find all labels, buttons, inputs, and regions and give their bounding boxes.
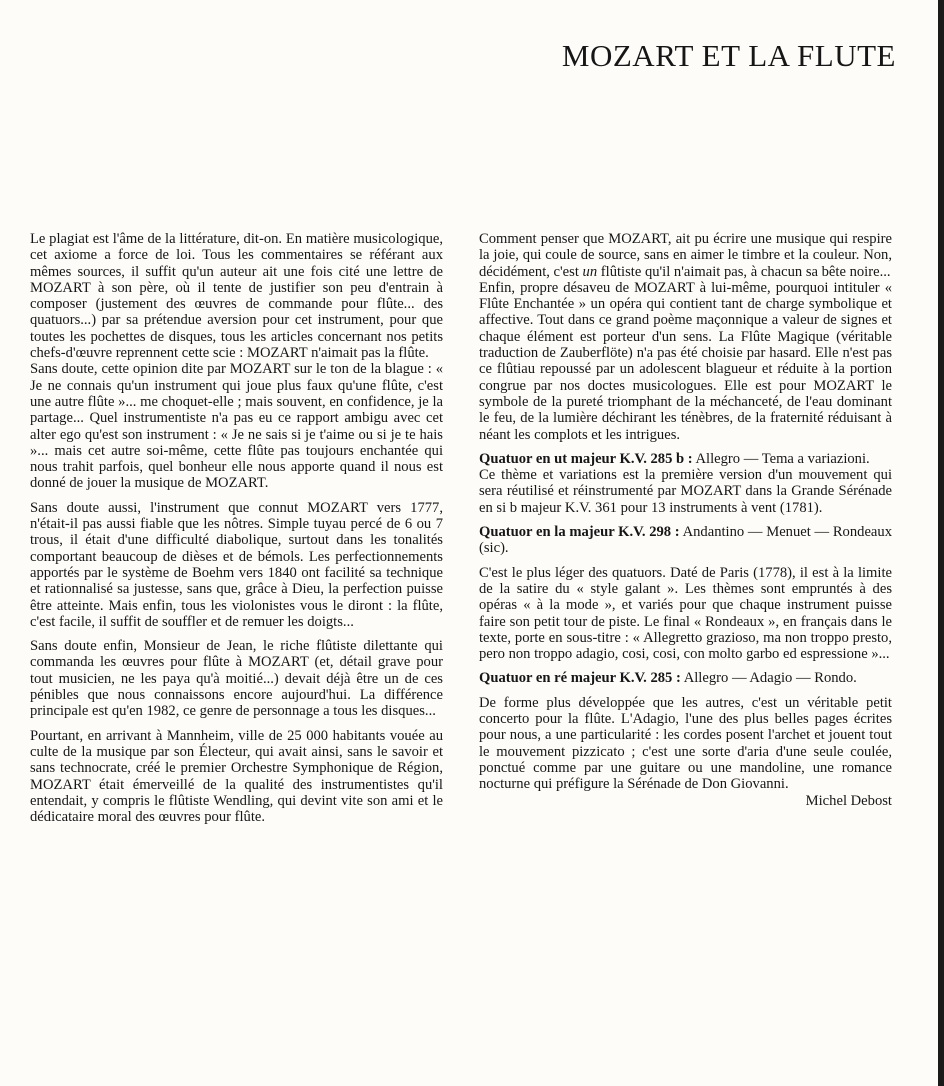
page-edge [938, 0, 944, 1086]
left-column [30, 231, 443, 825]
paragraph-magic-flute: Enfin, propre désaveu de MOZART à lui-même, pourquoi intituler « Flûte Enchantée » un opéra qui contient tant de charge symbolique et affective. Tout dans ce grand poème maçonnique a valeur de signes et chaque élément est porteur d'un sens. La Flûte Magique (véritable traduction de Zauberflöte) n'a pas été choisie par hasard. Elle n'est pas ce flûtiau repoussé par un adolescent blagueur et réduite à la portion congrue par nos doctes musicologues. Elle est pour MOZART le symbole de la pureté triomphant de la méchanceté, de l'eau dominant le feu, de la lumière déchirant les ténèbres, de la fraternité réduisant à néant les complots et les intrigues. [479, 279, 892, 443]
quartet-a-major-title: Quatuor en la majeur K.V. 298 : [479, 524, 680, 541]
quartet-c-major-movements: Allegro — Tema a variazioni. [692, 450, 870, 467]
quartet-a-major-movements: Andantino — Menuet — Rondeaux (sic). [479, 524, 892, 557]
quartet-d-major-movements: Allegro — Adagio — Rondo. [680, 670, 857, 687]
page-title: MOZART ET LA FLUTE [561, 38, 896, 73]
author-signature: Michel Debost [805, 792, 892, 809]
quartet-d-major-heading [479, 670, 892, 686]
quartet-d-major-title: Quatuor en ré majeur K.V. 285 : [479, 670, 681, 687]
paragraph-joy [479, 231, 892, 280]
paragraph-instrument: Sans doute aussi, l'instrument que connut MOZART vers 1777, n'était-il pas aussi fiable que les nôtres. Simple tuyau percé de 6 ou 7 trous, il était d'une difficulté diabolique, surtout dans les tonalités comportant beaucoup de dièses et de bémols. Les perfectionnements apportés par le système de Boehm vers 1840 ont facilité sa technique et rationnalisé sa justesse, sans que, grâce à Dieu, la perfection puisse être atteinte. Mais enfin, tous les violonistes vous le diront : la flûte, c'est facile, il suffit de souffler et de remuer les doigts... [30, 499, 443, 630]
right-column [479, 231, 892, 809]
paragraph-joy-start: Comment penser que MOZART, ait pu écrire une musique qui respire la joie, qui coule de source, sans en aimer le timbre et la couleur. Non, décidément, c'est [479, 231, 892, 280]
paragraph-joy-emphasis: un [582, 263, 598, 280]
quartet-d-major-text: De forme plus développée que les autres, c'est un véritable petit concerto pour la flûte. L'Adagio, l'une des plus belles pages écrites pour nous, a une particularité : les cordes posent l'archet et jouent tout le mouvement pizzicato ; c'est une sorte d'aria d'une seule coulée, ponctué comme par une guitare ou une mandoline, une romance nocturne qui préfigure la Sérénade de Don Giovanni. [479, 694, 892, 793]
paragraph-mannheim: Pourtant, en arrivant à Mannheim, ville de 25 000 habitants vouée au culte de la musique par son Électeur, qui avait ainsi, sans le savoir et sans technocrate, créé le premier Orchestre Symphonique de Région, MOZART était émerveillé de la qualité des instrumentistes qu'il entendait, y compris le flûtiste Wendling, qui devint vite son ami et le dédicataire moral des œuvres pour flûte. [30, 727, 443, 826]
paragraph-de-jean: Sans doute enfin, Monsieur de Jean, le riche flûtiste dilettante qui commanda les œuvres pour flûte à MOZART (et, détail grave pour tout musicien, ne les paya qu'à moitié...) devait déjà être un de ces pénibles que nous connaissons encore aujourd'hui. La différence principale est qu'en 1982, ce genre de personnage a tous les disques... [30, 638, 443, 720]
quartet-c-major-title: Quatuor en ut majeur K.V. 285 b : [479, 450, 693, 467]
paragraph-plagiarism: Le plagiat est l'âme de la littérature, dit-on. En matière musicologique, cet axiome a force de loi. Tous les commentaires se référant aux mêmes sources, il suffit qu'un auteur ait une fois cité une lettre de MOZART à son père, où il tente de justifier son peu d'entrain à composer (justement des œuvres de commande pour flûte... des quatuors...) par sa prétendue aversion pour cet instrument, pour que toutes les pochettes de disques, tous les articles concernant nos petits chefs-d'œuvre reprennent cette scie : MOZART n'aimait pas la flûte. [30, 231, 443, 362]
quartet-a-major-text: C'est le plus léger des quatuors. Daté de Paris (1778), il est à la limite de la satire du « style galant ». Les thèmes sont empruntés à des opéras « à la mode », et variés pour que chaque instrument puisse faire son petit tour de piste. Le final « Rondeaux », en français dans le texte, porte en sous-titre : « Allegretto grazioso, ma non troppo presto, pero non troppo adagio, cosi, cosi, con molto garbo ed espressione »... [479, 564, 892, 663]
quartet-c-major-heading [479, 451, 892, 467]
quartet-a-major-heading [479, 524, 892, 557]
quartet-c-major-text: Ce thème et variations est la première version d'un mouvement qui sera réutilisé et réinstrumenté par MOZART dans la Grande Sérénade en si b majeur K.V. 361 pour 13 instruments à vent (1781). [479, 467, 892, 516]
paragraph-opinion: Sans doute, cette opinion dite par MOZART sur le ton de la blague : « Je ne connais qu'un instrument qui joue plus faux qu'une flûte, c'est une autre flûte »... me choquet-elle ; mais souvent, en confidence, je la partage... Quel instrumentiste n'a pas eu ce rapport ambigu avec cet alter ego qu'est son instrument : « Je ne sais si je t'aime ou si je te hais »... mais cet autre soi-même, cette flûte pas toujours enchantée qui nous trahit parfois, quel bonheur elle nous apporte quand il nous est donné de jouer la musique de MOZART. [30, 361, 443, 492]
paragraph-joy-end: flûtiste qu'il n'aimait pas, à chacun sa bête noire... [597, 263, 891, 280]
